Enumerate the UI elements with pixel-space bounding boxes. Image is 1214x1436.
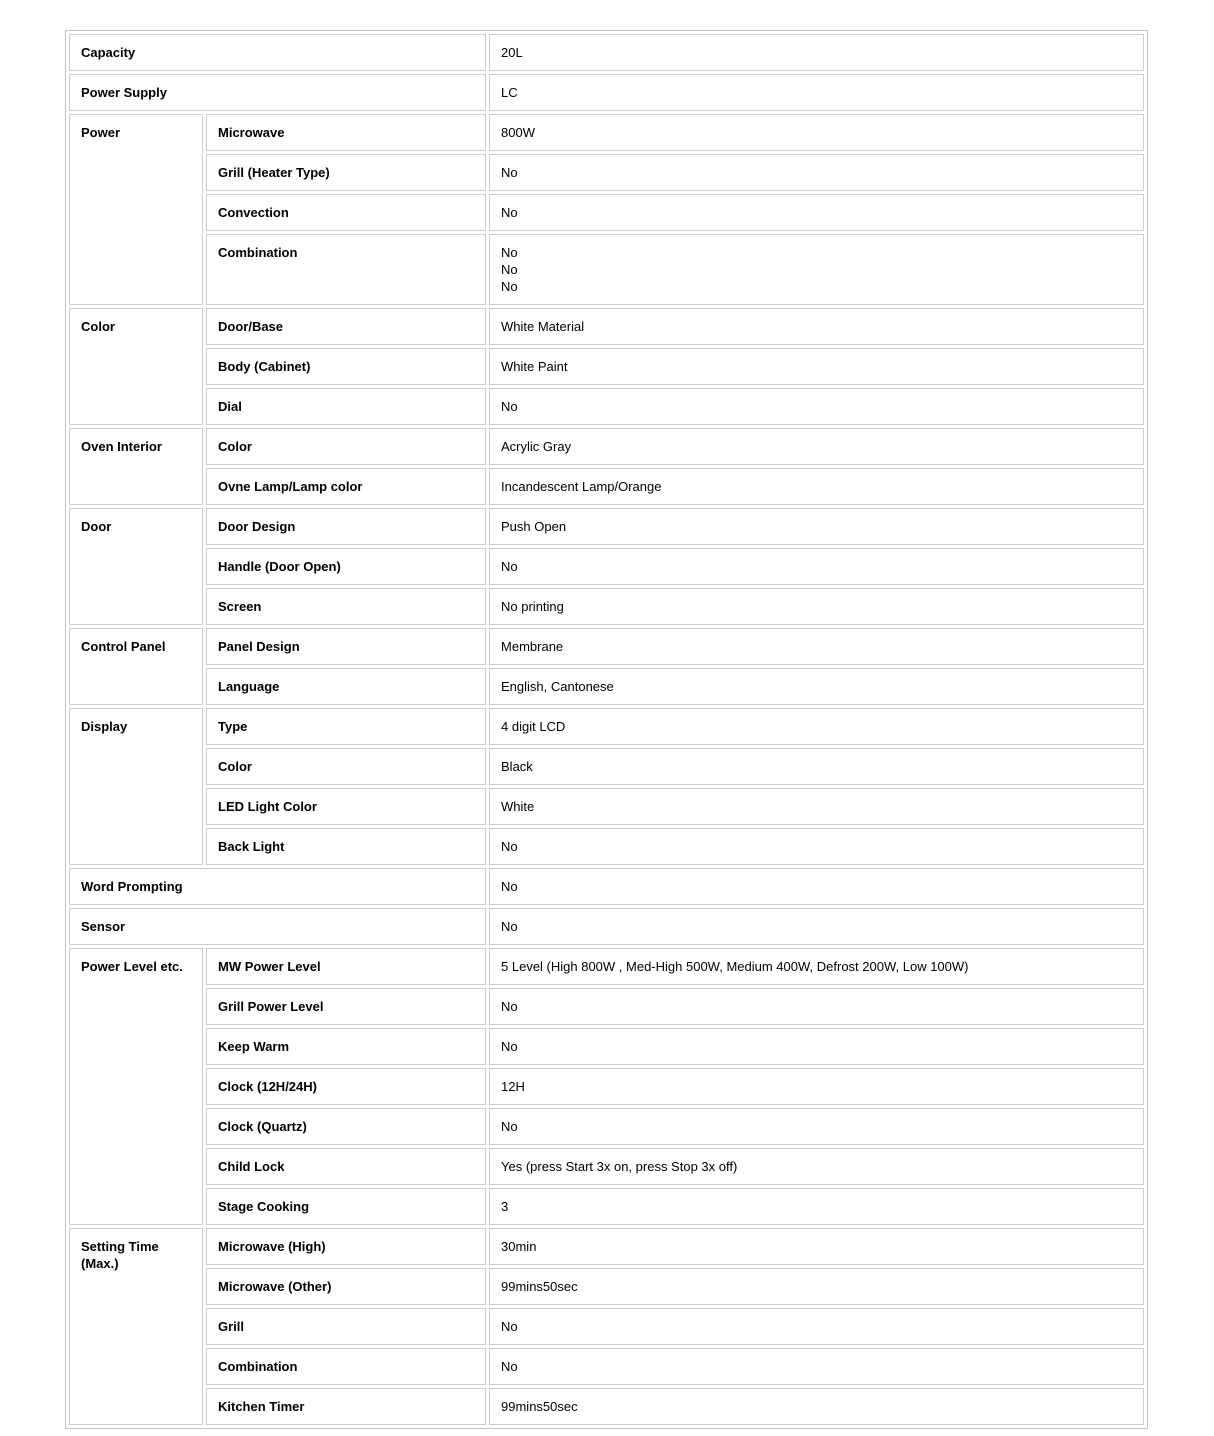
spec-item-name-cell: Ovne Lamp/Lamp color <box>206 468 486 505</box>
spec-row <box>69 194 1144 231</box>
spec-table-body <box>69 34 1144 1425</box>
spec-row <box>69 114 1144 151</box>
spec-item-name-cell: Kitchen Timer <box>206 1388 486 1425</box>
spec-value-cell: 30min <box>489 1228 1144 1265</box>
spec-category-cell: Power Supply <box>69 74 486 111</box>
spec-value-cell: Membrane <box>489 628 1144 665</box>
spec-item-name-cell: Back Light <box>206 828 486 865</box>
spec-item-name-cell: Door/Base <box>206 308 486 345</box>
spec-row <box>69 1028 1144 1065</box>
spec-category-cell: Power <box>69 114 203 305</box>
spec-row <box>69 308 1144 345</box>
spec-item-name-cell: LED Light Color <box>206 788 486 825</box>
spec-item-name-cell: Combination <box>206 234 486 305</box>
spec-category-cell: Control Panel <box>69 628 203 705</box>
spec-row <box>69 1268 1144 1305</box>
spec-row <box>69 1068 1144 1105</box>
spec-row <box>69 1148 1144 1185</box>
spec-row <box>69 154 1144 191</box>
spec-value-cell: No <box>489 908 1144 945</box>
spec-value-cell: White Material <box>489 308 1144 345</box>
spec-value-cell: 20L <box>489 34 1144 71</box>
spec-row <box>69 1308 1144 1345</box>
spec-value-cell: No printing <box>489 588 1144 625</box>
spec-row <box>69 388 1144 425</box>
spec-item-name-cell: Grill (Heater Type) <box>206 154 486 191</box>
spec-row <box>69 74 1144 111</box>
spec-category-cell: Color <box>69 308 203 425</box>
spec-value-cell: 4 digit LCD <box>489 708 1144 745</box>
spec-value-cell: White Paint <box>489 348 1144 385</box>
spec-item-name-cell: Clock (Quartz) <box>206 1108 486 1145</box>
spec-value-cell: No <box>489 828 1144 865</box>
spec-value-cell: No <box>489 1308 1144 1345</box>
spec-row <box>69 548 1144 585</box>
spec-item-name-cell: Screen <box>206 588 486 625</box>
spec-value-cell: Acrylic Gray <box>489 428 1144 465</box>
spec-value-cell: Yes (press Start 3x on, press Stop 3x off) <box>489 1148 1144 1185</box>
spec-item-name-cell: Body (Cabinet) <box>206 348 486 385</box>
spec-item-name-cell: Microwave (Other) <box>206 1268 486 1305</box>
spec-value-cell: No <box>489 194 1144 231</box>
spec-item-name-cell: Door Design <box>206 508 486 545</box>
spec-value-cell: Push Open <box>489 508 1144 545</box>
spec-row <box>69 628 1144 665</box>
spec-row <box>69 234 1144 305</box>
spec-value-cell: No <box>489 154 1144 191</box>
spec-item-name-cell: Keep Warm <box>206 1028 486 1065</box>
spec-category-cell: Display <box>69 708 203 865</box>
spec-row <box>69 1228 1144 1265</box>
spec-value-cell: No <box>489 548 1144 585</box>
spec-item-name-cell: Type <box>206 708 486 745</box>
spec-row <box>69 828 1144 865</box>
spec-item-name-cell: Panel Design <box>206 628 486 665</box>
spec-value-cell: 5 Level (High 800W , Med-High 500W, Medium 400W, Defrost 200W, Low 100W) <box>489 948 1144 985</box>
spec-row <box>69 988 1144 1025</box>
spec-item-name-cell: Color <box>206 428 486 465</box>
spec-item-name-cell: Clock (12H/24H) <box>206 1068 486 1105</box>
spec-category-cell: Power Level etc. <box>69 948 203 1225</box>
spec-value-cell: 800W <box>489 114 1144 151</box>
spec-category-cell: Sensor <box>69 908 486 945</box>
spec-row <box>69 588 1144 625</box>
spec-value-cell: Black <box>489 748 1144 785</box>
spec-item-name-cell: Convection <box>206 194 486 231</box>
spec-value-cell: 3 <box>489 1188 1144 1225</box>
spec-value-cell: English, Cantonese <box>489 668 1144 705</box>
spec-row <box>69 1188 1144 1225</box>
spec-row <box>69 508 1144 545</box>
spec-row <box>69 428 1144 465</box>
spec-value-cell: No No No <box>489 234 1144 305</box>
spec-category-cell: Word Prompting <box>69 868 486 905</box>
spec-item-name-cell: MW Power Level <box>206 948 486 985</box>
spec-item-name-cell: Child Lock <box>206 1148 486 1185</box>
spec-item-name-cell: Handle (Door Open) <box>206 548 486 585</box>
spec-value-cell: No <box>489 1348 1144 1385</box>
spec-category-cell: Setting Time (Max.) <box>69 1228 203 1425</box>
spec-item-name-cell: Color <box>206 748 486 785</box>
spec-category-cell: Oven Interior <box>69 428 203 505</box>
spec-row <box>69 748 1144 785</box>
spec-row <box>69 348 1144 385</box>
spec-value-cell: 12H <box>489 1068 1144 1105</box>
spec-row <box>69 34 1144 71</box>
spec-item-name-cell: Microwave (High) <box>206 1228 486 1265</box>
spec-value-cell: No <box>489 1108 1144 1145</box>
spec-item-name-cell: Language <box>206 668 486 705</box>
spec-item-name-cell: Combination <box>206 1348 486 1385</box>
spec-row <box>69 668 1144 705</box>
spec-category-cell: Capacity <box>69 34 486 71</box>
spec-value-cell: No <box>489 988 1144 1025</box>
spec-category-cell: Door <box>69 508 203 625</box>
spec-value-cell: 99mins50sec <box>489 1268 1144 1305</box>
spec-row <box>69 708 1144 745</box>
spec-value-cell: 99mins50sec <box>489 1388 1144 1425</box>
spec-row <box>69 948 1144 985</box>
spec-row <box>69 908 1144 945</box>
spec-value-cell: LC <box>489 74 1144 111</box>
spec-value-cell: Incandescent Lamp/Orange <box>489 468 1144 505</box>
spec-row <box>69 1108 1144 1145</box>
spec-table <box>65 30 1148 1429</box>
spec-row <box>69 1388 1144 1425</box>
spec-value-cell: No <box>489 868 1144 905</box>
spec-value-cell: White <box>489 788 1144 825</box>
spec-item-name-cell: Microwave <box>206 114 486 151</box>
spec-value-cell: No <box>489 388 1144 425</box>
spec-item-name-cell: Dial <box>206 388 486 425</box>
spec-row <box>69 468 1144 505</box>
spec-row <box>69 1348 1144 1385</box>
spec-row <box>69 868 1144 905</box>
spec-item-name-cell: Stage Cooking <box>206 1188 486 1225</box>
spec-value-cell: No <box>489 1028 1144 1065</box>
spec-item-name-cell: Grill Power Level <box>206 988 486 1025</box>
spec-item-name-cell: Grill <box>206 1308 486 1345</box>
spec-row <box>69 788 1144 825</box>
